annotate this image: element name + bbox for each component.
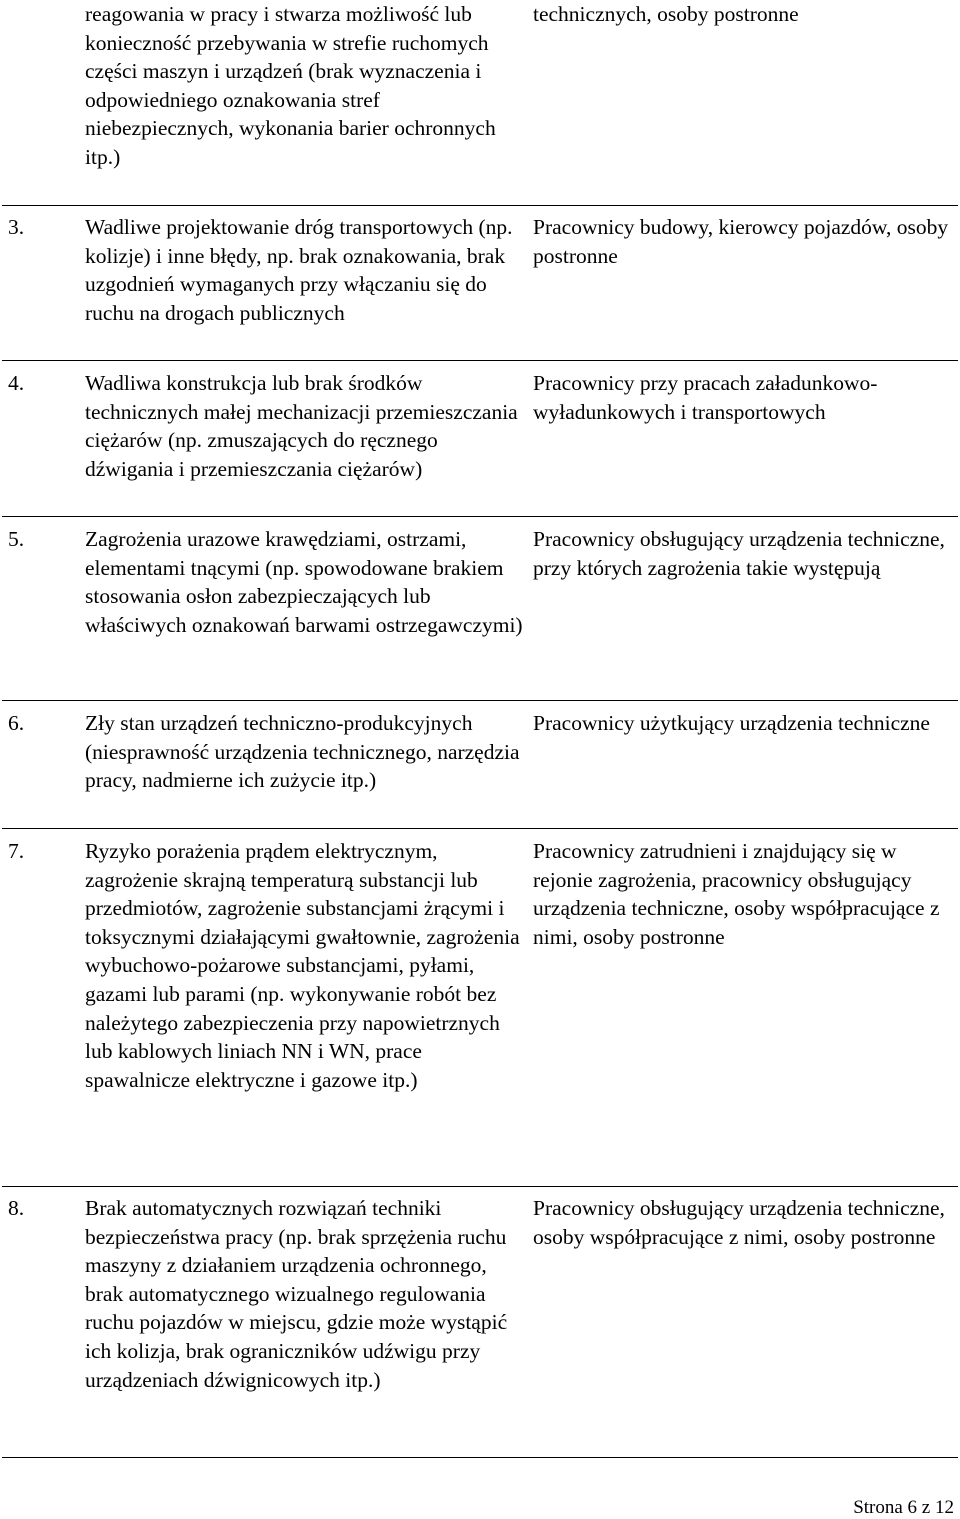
row-number: 5. xyxy=(8,527,25,551)
exposed-workers: Pracownicy obsługujący urządzenia techniczne, przy których zagrożenia takie występują xyxy=(533,527,945,580)
row-divider xyxy=(2,360,958,361)
table-bottom-border xyxy=(2,1457,958,1458)
exposed-workers: Pracownicy zatrudnieni i znajdujący się w rejonie zagrożenia, pracownicy obsługujący urządzenia techniczne, osoby współpracujące z nimi, osoby postronne xyxy=(533,839,940,949)
hazard-description: Wadliwe projektowanie dróg transportowych (np. kolizje) i inne błędy, np. brak oznakowania, brak uzgodnień wymaganych przy włączaniu się do ruchu na drogach publicznych xyxy=(85,215,513,325)
row-number: 3. xyxy=(8,215,25,239)
row-divider xyxy=(2,828,958,829)
exposed-workers: technicznych, osoby postronne xyxy=(533,2,799,26)
exposed-workers: Pracownicy budowy, kierowcy pojazdów, osoby postronne xyxy=(533,215,949,268)
row-divider xyxy=(2,205,958,206)
row-divider xyxy=(2,700,958,701)
row-divider xyxy=(2,1186,958,1187)
row-number: 8. xyxy=(8,1196,25,1220)
exposed-workers: Pracownicy przy pracach załadunkowo-wyładunkowych i transportowych xyxy=(533,371,878,424)
hazard-description: Ryzyko porażenia prądem elektrycznym, zagrożenie skrajną temperaturą substancji lub przedmiotów, zagrożenie substancjami żrącymi i toksycznymi działającymi gwałtownie, zagrożenia wybuchowo-pożarowe substancjami, pyłami, gazami lub parami (np. wykonywanie robót bez należytego zabezpieczenia przy napowietrznych lub kablowych liniach NN i WN, prace spawalnicze elektryczne i gazowe itp.) xyxy=(85,839,520,1092)
hazard-description: Zły stan urządzeń techniczno-produkcyjnych (niesprawność urządzenia technicznego, narzędzia pracy, nadmierne ich zużycie itp.) xyxy=(85,711,520,793)
hazard-description: Zagrożenia urazowe krawędziami, ostrzami, elementami tnącymi (np. spowodowane brakiem stosowania osłon zabezpieczających lub właściwych oznakowań barwami ostrzegawczymi) xyxy=(85,527,523,637)
exposed-workers: Pracownicy użytkujący urządzenia techniczne xyxy=(533,711,930,735)
hazard-description: Wadliwa konstrukcja lub brak środków technicznych małej mechanizacji przemieszczania ciężarów (np. zmuszających do ręcznego dźwigania i przemieszczania ciężarów) xyxy=(85,371,518,481)
row-divider xyxy=(2,516,958,517)
row-number: 7. xyxy=(8,839,25,863)
hazard-description: Brak automatycznych rozwiązań techniki bezpieczeństwa pracy (np. brak sprzężenia ruchu maszyny z działaniem urządzenia ochronnego, brak automatycznego wizualnego regulowania ruchu pojazdów w miejscu, gdzie może wystąpić ich kolizja, brak ograniczników udźwigu przy urządzeniach dźwignicowych itp.) xyxy=(85,1196,508,1392)
page-number: Strona 6 z 12 xyxy=(853,1497,954,1518)
exposed-workers: Pracownicy obsługujący urządzenia techniczne, osoby współpracujące z nimi, osoby postronne xyxy=(533,1196,945,1249)
row-number: 6. xyxy=(8,711,25,735)
hazard-description: reagowania w pracy i stwarza możliwość lub konieczność przebywania w strefie ruchomych części maszyn i urządzeń (brak wyznaczenia i odpowiedniego oznakowania stref niebezpiecznych, wykonania barier ochronnych itp.) xyxy=(85,2,496,169)
row-number: 4. xyxy=(8,371,25,395)
